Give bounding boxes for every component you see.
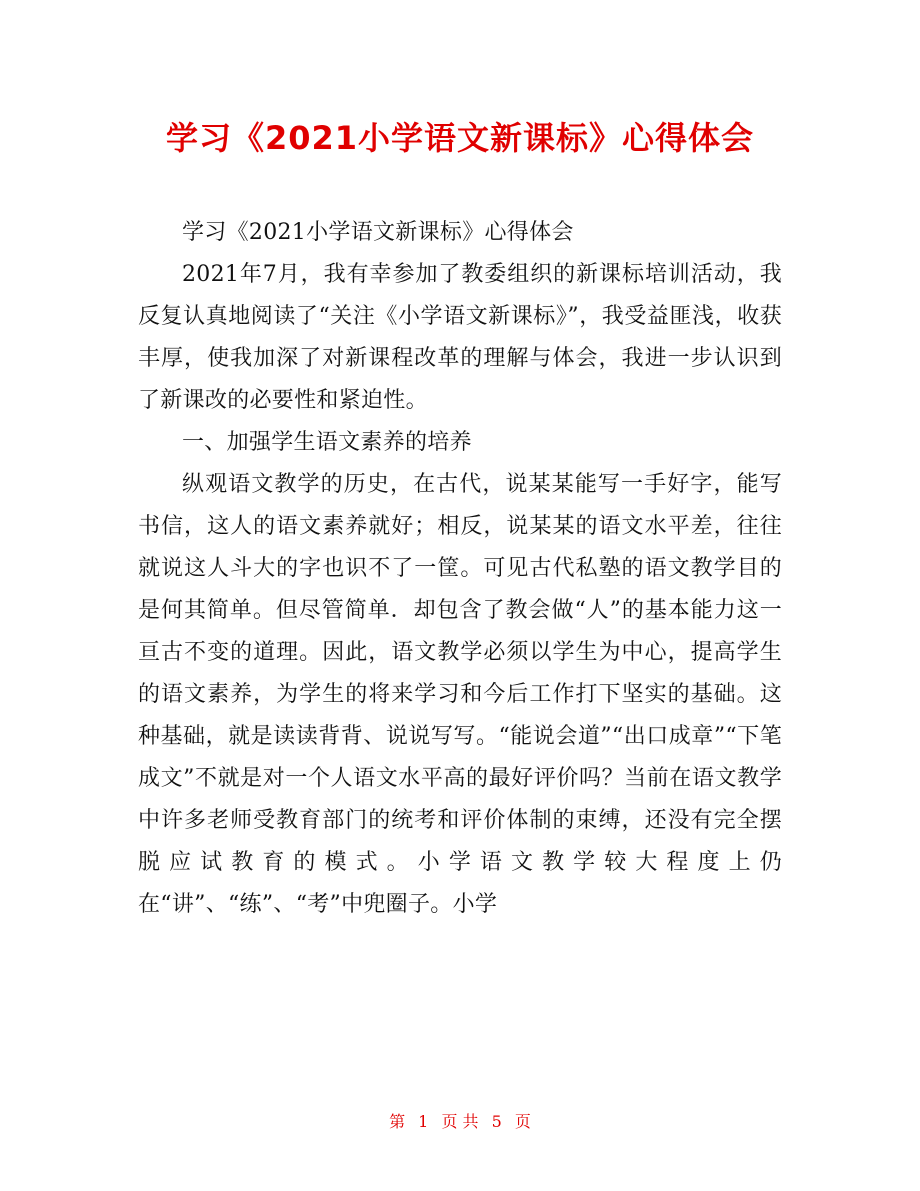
footer-middle: 页 共 bbox=[441, 1112, 479, 1131]
document-body bbox=[138, 212, 782, 926]
footer-suffix: 页 bbox=[514, 1112, 531, 1131]
footer-total-pages: 5 bbox=[491, 1112, 502, 1131]
paragraph-intro: 2021年7月，我有幸参加了教委组织的新课标培训活动，我反复认真地阅读了“关注《小学语文新课标》”，我受益匪浅，收获丰厚，使我加深了对新课程改革的理解与体会，我进一步认识到了新课改的必要性和紧迫性。 bbox=[138, 262, 782, 413]
section-heading: 一、加强学生语文素养的培养 bbox=[182, 430, 472, 455]
document-title: 学习《2021小学语文新课标》心得体会 bbox=[165, 119, 755, 157]
page-footer bbox=[0, 1110, 920, 1134]
paragraph-body: 纵观语文教学的历史，在古代，说某某能写一手好字，能写书信，这人的语文素养就好；相反，说某某的语文水平差，往往就说这人斗大的字也识不了一筐。可见古代私塾的语文教学目的是何其简单。但尽管简单．却包含了教会做“人”的基本能力这一亘古不变的道理。因此，语文教学必须以学生为中心，提高学生的语文素养，为学生的将来学习和今后工作打下坚实的基础。这种基础，就是读读背背、说说写写。“能说会道”“出口成章”“下笔成文”不就是对一个人语文水平高的最好评价吗？当前在语文教学中许多老师受教育部门的统考和评价体制的束缚，还没有完全摆脱应试教育的模式。小学语文教学较大程度上仍在“讲”、“练”、“考”中兜圈子。小学 bbox=[138, 472, 782, 917]
paragraph-subtitle: 学习《2021小学语文新课标》心得体会 bbox=[182, 220, 574, 245]
footer-prefix: 第 bbox=[389, 1112, 406, 1131]
footer-page-number: 1 bbox=[418, 1112, 429, 1131]
